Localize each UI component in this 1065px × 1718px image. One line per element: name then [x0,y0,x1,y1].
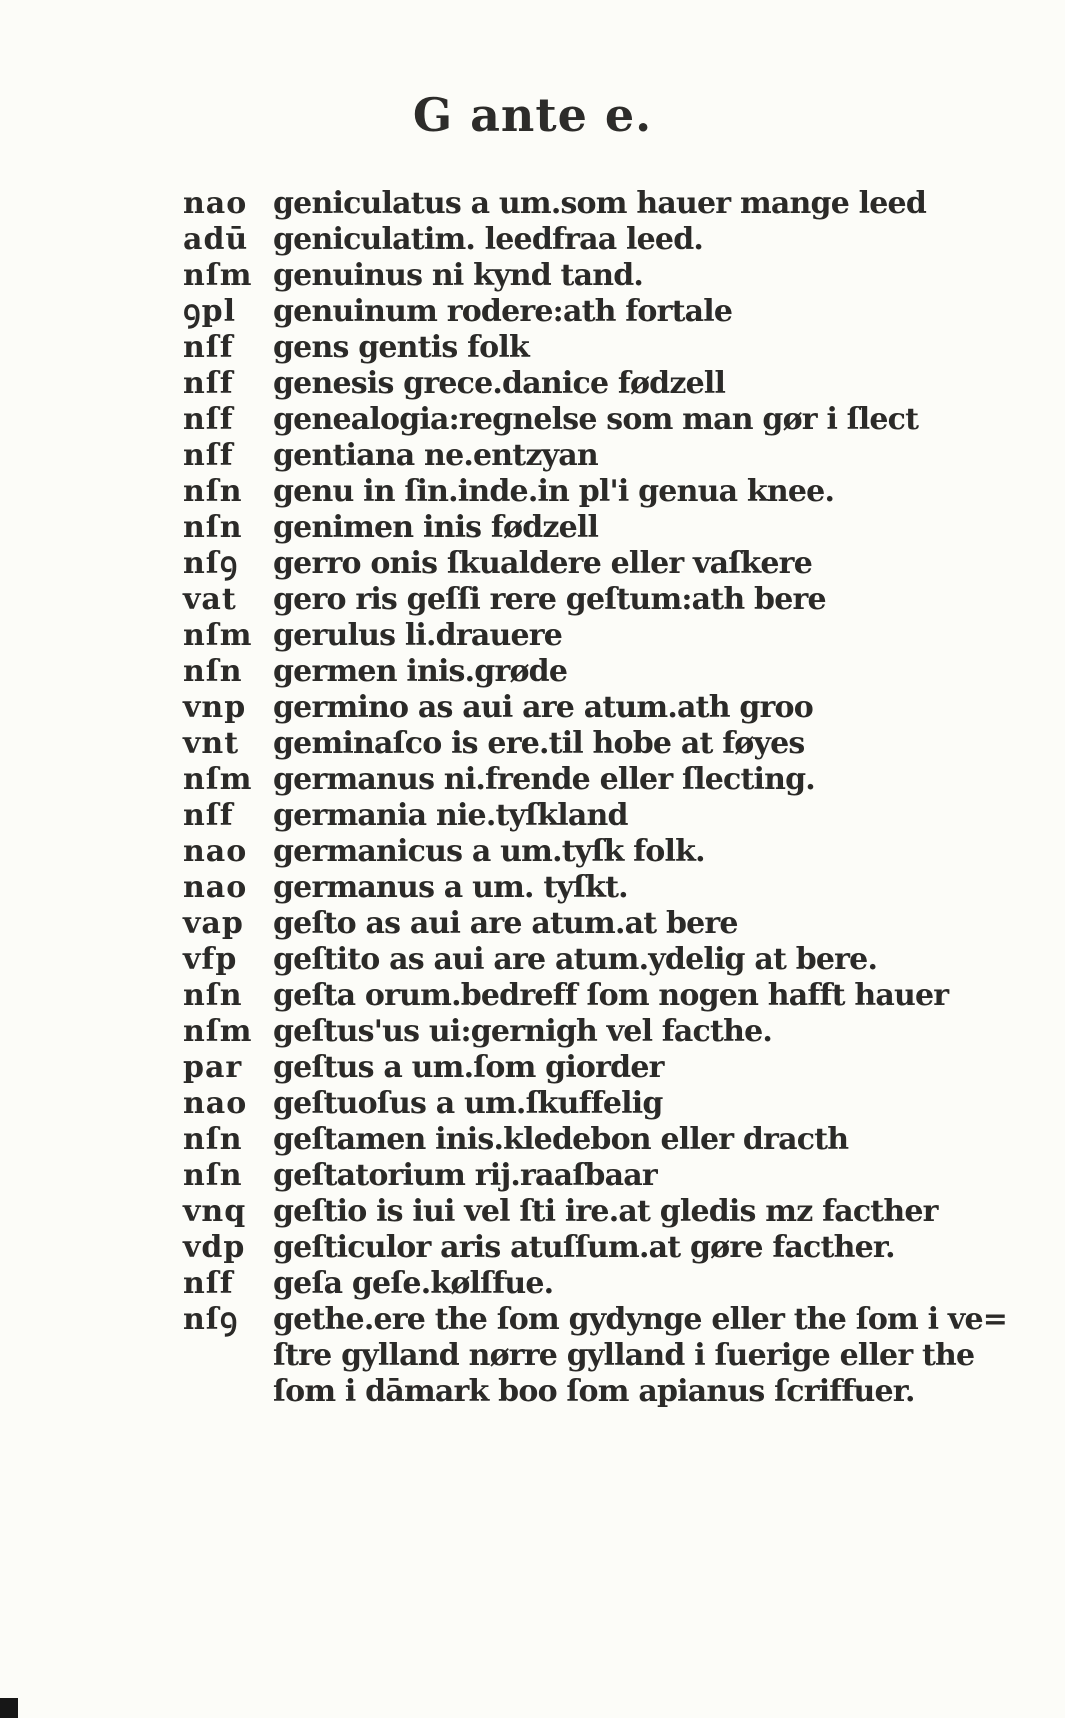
entry-text: gerulus li.drauere [273,618,563,653]
grammar-code: vdp [183,1230,246,1265]
entry-text: geſtamen inis.kledebon eller dracth [273,1122,849,1157]
entry-text: gens gentis folk [273,330,529,365]
entry-text: geſtio is iui vel ſti ire.at gledis mz facther [273,1194,938,1229]
scan-edge-mark [0,1698,18,1718]
grammar-code: nſn [183,474,243,509]
entry-row [183,870,943,906]
entry-first-line [183,1302,1008,1338]
entry-row [183,546,943,582]
entry-continuation-line: ſom i dāmark boo ſom apianus ſcriffuer. [273,1374,915,1409]
grammar-code: nſf [183,402,234,437]
entry-text: germania nie.tyſkland [273,798,628,833]
entry-row [183,906,943,942]
grammar-code: nſm [183,762,253,797]
entry-row [183,186,943,222]
grammar-code: nſꝯ [183,546,239,581]
entry-text: gerro onis ſkualdere eller vaſkere [273,546,812,581]
grammar-code: nao [183,186,248,221]
entry-row [183,798,943,834]
entry-text: germanus a um. tyſkt. [273,870,628,905]
entry-row [183,1302,1008,1410]
entry-text: genealogia:regnelse som man gør i ſlect [273,402,919,437]
grammar-code: nao [183,834,248,869]
entry-continuation-line: ſtre gylland nørre gylland i ſuerige eller the [273,1338,975,1373]
entry-row [183,690,943,726]
entry-text: genuinus ni kynd tand. [273,258,644,293]
entry-row [183,1230,943,1266]
entry-row [183,330,943,366]
entry-text: genimen inis fødzell [273,510,599,545]
grammar-code: vap [183,906,244,941]
entry-text: geſa geſe.kølſfue. [273,1266,554,1301]
entry-row [183,1014,943,1050]
entry-text: geniculatus a um.som hauer mange leed [273,186,927,221]
entry-row [183,1266,943,1302]
entry-text: genu in ſin.inde.in pl'i genua knee. [273,474,835,509]
entry-row [183,582,943,618]
entry-text: geniculatim. leedfraa leed. [273,222,704,257]
entry-row [183,1194,943,1230]
entry-text: germanicus a um.tyſk folk. [273,834,705,869]
entry-text: geſto as aui are atum.at bere [273,906,738,941]
grammar-code: ꝯpl [183,294,236,329]
grammar-code: vnt [183,726,240,761]
entry-text: geſtus a um.ſom giorder [273,1050,664,1085]
dictionary-entries [183,186,1008,1410]
entry-row [183,762,943,798]
entry-row [183,726,943,762]
entry-row [183,1050,943,1086]
grammar-code: vat [183,582,237,617]
entry-row [183,294,943,330]
grammar-code: adū [183,222,249,257]
grammar-code: nſf [183,1266,234,1301]
entry-text: genuinum rodere:ath fortale [273,294,733,329]
grammar-code: nſꝯ [183,1302,239,1337]
entry-row [183,1086,943,1122]
entry-row [183,474,943,510]
entry-row [183,834,943,870]
grammar-code: nao [183,870,248,905]
entry-text: gethe.ere the ſom gydynge eller the ſom i ve= [273,1302,1008,1337]
entry-text: germen inis.grøde [273,654,568,689]
entry-row [183,978,949,1014]
entry-text: geſta orum.bedreff ſom nogen hafft hauer [273,978,949,1013]
grammar-code: nſf [183,366,234,401]
grammar-code: nſf [183,798,234,833]
entry-row [183,366,943,402]
grammar-code: nſn [183,654,243,689]
grammar-code: par [183,1050,243,1085]
entry-row [183,654,943,690]
grammar-code: nſm [183,258,253,293]
entry-text: geſtus'us ui:gernigh vel facthe. [273,1014,773,1049]
entry-row [183,222,943,258]
entry-text: geſtito as aui are atum.ydelig at bere. [273,942,878,977]
grammar-code: nſn [183,1122,243,1157]
grammar-code: nſm [183,618,253,653]
grammar-code: nſm [183,1014,253,1049]
grammar-code: nao [183,1086,248,1121]
grammar-code: vnq [183,1194,247,1229]
entry-text: gentiana ne.entzyan [273,438,598,473]
entry-row [183,258,943,294]
entry-row [183,1158,943,1194]
entry-text: geſticulor aris atuſſum.at gøre facther. [273,1230,895,1265]
entry-row [183,402,943,438]
entry-text: genesis grece.danice fødzell [273,366,726,401]
entry-text: germanus ni.frende eller ſlecting. [273,762,815,797]
entry-text: geſtatorium rij.raaſbaar [273,1158,657,1193]
grammar-code: vnp [183,690,247,725]
entry-text: geſtuoſus a um.ſkuffelig [273,1086,663,1121]
grammar-code: nſn [183,1158,243,1193]
entry-text: gero ris geſſi rere geſtum:ath bere [273,582,826,617]
grammar-code: nſn [183,510,243,545]
entry-row [183,942,943,978]
entry-text: geminaſco is ere.til hobe at føyes [273,726,805,761]
grammar-code: nſn [183,978,243,1013]
entry-row [183,618,943,654]
grammar-code: nſf [183,438,234,473]
entry-row [183,510,943,546]
entry-text: germino as aui are atum.ath groo [273,690,813,725]
page-title: G ante e. [412,88,653,142]
entry-row [183,438,943,474]
entry-row [183,1122,943,1158]
grammar-code: vfp [183,942,238,977]
grammar-code: nſf [183,330,234,365]
